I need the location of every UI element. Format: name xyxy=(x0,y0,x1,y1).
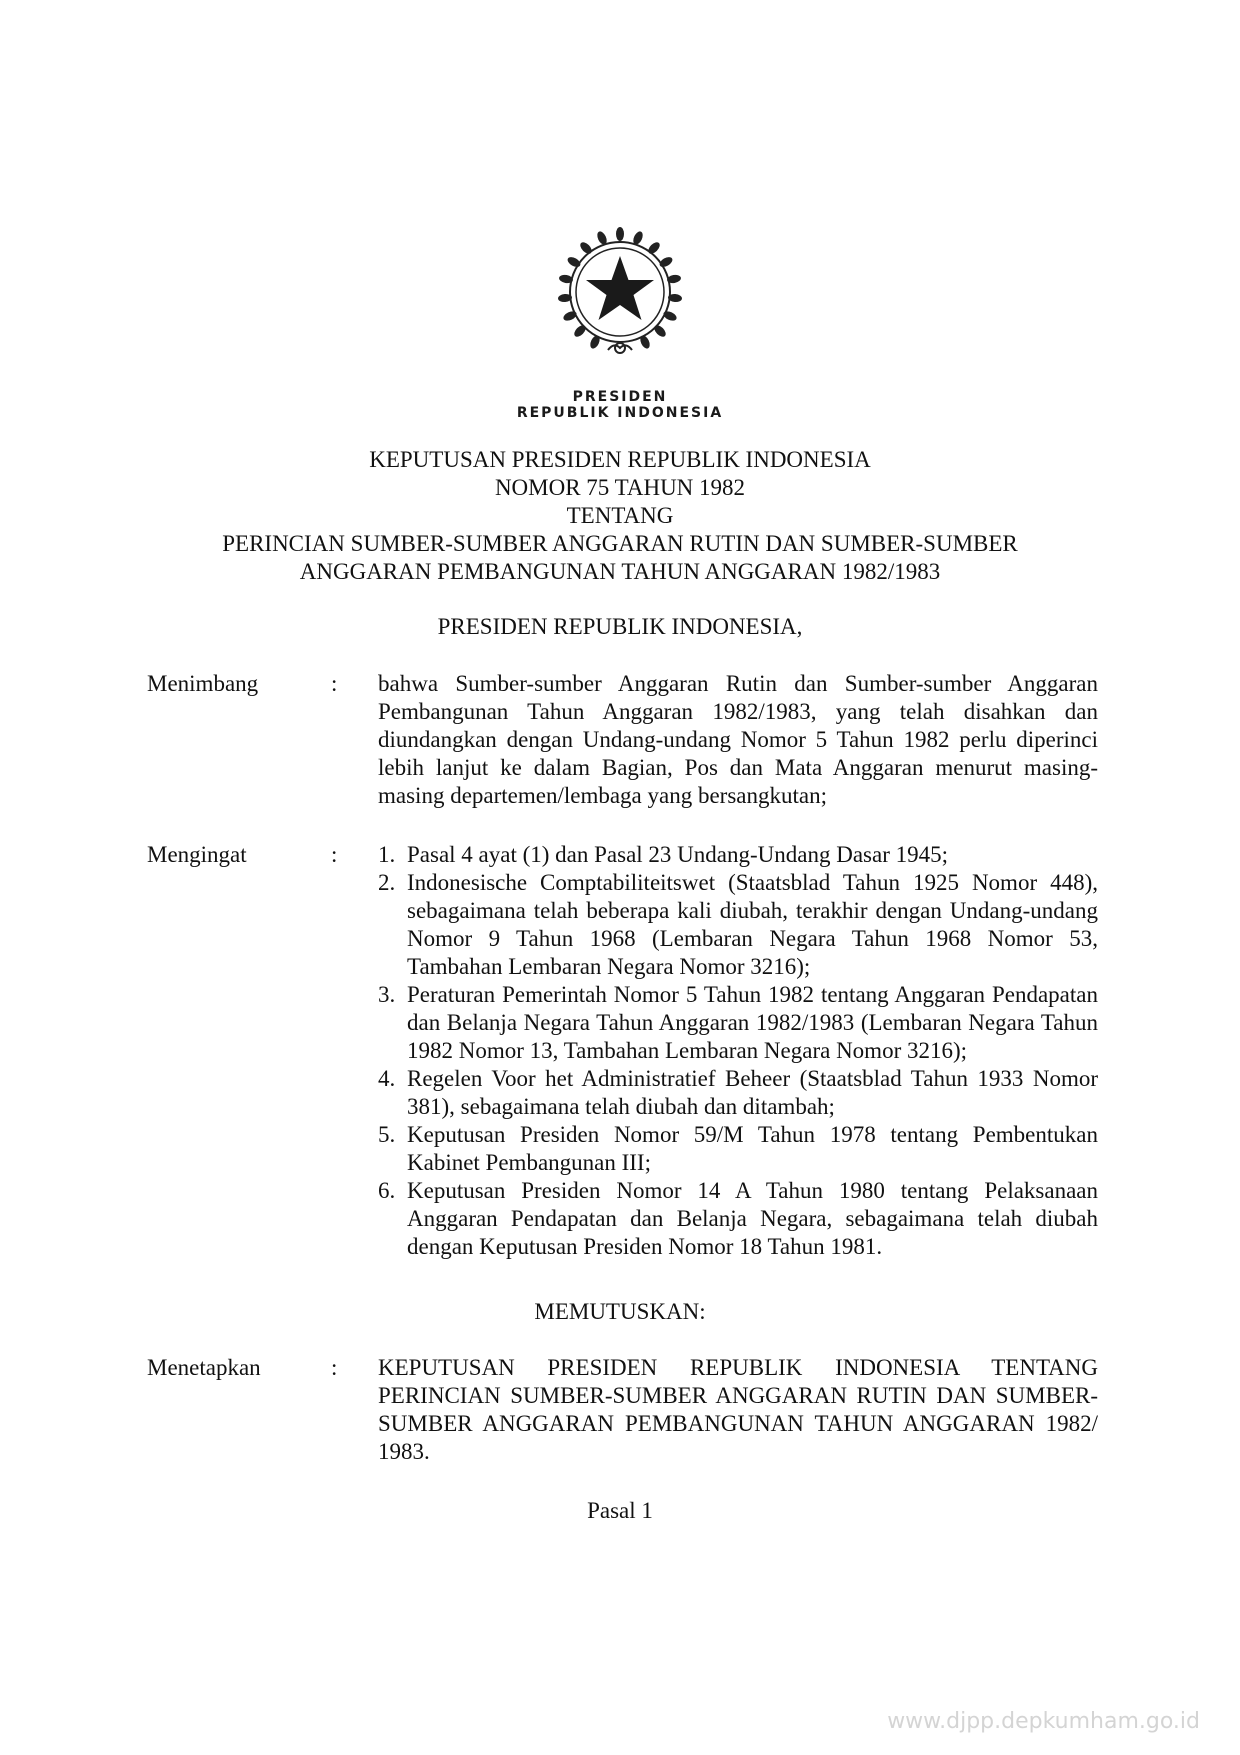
list-item-text: Pasal 4 ayat (1) dan Pasal 23 Undang-Undang Dasar 1945; xyxy=(407,842,949,867)
watermark-url: www.djpp.depkumham.go.id xyxy=(887,1709,1200,1734)
mengingat-label: Mengingat xyxy=(147,842,247,867)
emblem-caption-republik: REPUBLIK INDONESIA xyxy=(516,405,724,421)
list-item xyxy=(378,841,1098,869)
menetapkan-text: KEPUTUSAN PRESIDEN REPUBLIK INDONESIA TENTANG PERINCIAN SUMBER-SUMBER ANGGARAN RUTIN DAN SUMBER-SUMBER ANGGARAN PEMBANGUNAN TAHUN ANGGARAN 1982/ 1983. xyxy=(378,1355,1098,1464)
memutuskan-heading: MEMUTUSKAN: xyxy=(534,1299,706,1324)
list-item-number: 5. xyxy=(378,1122,396,1147)
list-item-number: 2. xyxy=(378,870,396,895)
list-item-text: Keputusan Presiden Nomor 59/M Tahun 1978 tentang Pembentukan Kabinet Pembangunan III; xyxy=(407,1122,1098,1175)
list-item-text: Indonesische Comptabiliteitswet (Staatsblad Tahun 1925 Nomor 448), sebagaimana telah beberapa kali diubah, terakhir dengan Undang-undang Nomor 9 Tahun 1968 (Lembaran Negara Tahun 1968 Nomor 53, Tambahan Lembaran Negara Nomor 3216); xyxy=(407,870,1098,979)
mengingat-colon: : xyxy=(331,842,338,867)
list-item-number: 4. xyxy=(378,1066,396,1091)
list-item xyxy=(378,1065,1098,1121)
list-item-text: Peraturan Pemerintah Nomor 5 Tahun 1982 tentang Anggaran Pendapatan dan Belanja Negara Tahun Anggaran 1982/1983 (Lembaran Negara Tahun 1982 Nomor 13, Tambahan Lembaran Negara Nomor 3216); xyxy=(407,982,1098,1063)
list-item-text: Regelen Voor het Administratief Beheer (Staatsblad Tahun 1933 Nomor 381), sebagaimana telah diubah dan ditambah; xyxy=(407,1066,1098,1119)
menimbang-label: Menimbang xyxy=(147,671,259,696)
preamble-heading: PRESIDEN REPUBLIK INDONESIA, xyxy=(437,614,803,639)
menimbang-text: bahwa Sumber-sumber Anggaran Rutin dan Sumber-sumber Anggaran Pembangunan Tahun Anggaran 1982/1983, yang telah disahkan dan diundangkan dengan Undang-undang Nomor 5 Tahun 1982 perlu diperinci lebih lanjut ke dalam Bagian, Pos dan Mata Anggaran menurut masing-masing departemen/lembaga yang bersangkutan; xyxy=(378,671,1098,808)
decree-title-line-1: KEPUTUSAN PRESIDEN REPUBLIK INDONESIA xyxy=(369,447,871,472)
list-item-number: 3. xyxy=(378,982,396,1007)
list-item-number: 1. xyxy=(378,842,396,867)
list-item xyxy=(378,869,1098,981)
menetapkan-label: Menetapkan xyxy=(147,1355,261,1380)
garuda-star-emblem-icon xyxy=(550,224,690,362)
decree-subject-line-1: PERINCIAN SUMBER-SUMBER ANGGARAN RUTIN DAN SUMBER-SUMBER xyxy=(222,531,1018,556)
list-item-text: Keputusan Presiden Nomor 14 A Tahun 1980 tentang Pelaksanaan Anggaran Pendapatan dan Belanja Negara, sebagaimana telah diubah dengan Keputusan Presiden Nomor 18 Tahun 1981. xyxy=(407,1178,1098,1259)
list-item-number: 6. xyxy=(378,1178,396,1203)
menetapkan-colon: : xyxy=(331,1355,338,1380)
decree-tentang: TENTANG xyxy=(566,503,674,528)
decree-subject-line-2: ANGGARAN PEMBANGUNAN TAHUN ANGGARAN 1982/1983 xyxy=(299,559,941,584)
list-item xyxy=(378,1177,1098,1261)
list-item xyxy=(378,1121,1098,1177)
decree-number: NOMOR 75 TAHUN 1982 xyxy=(494,475,746,500)
menimbang-colon: : xyxy=(331,671,338,696)
mengingat-list xyxy=(378,841,1098,1261)
list-item xyxy=(378,981,1098,1065)
emblem-caption-presiden: PRESIDEN xyxy=(572,389,668,405)
pasal-heading: Pasal 1 xyxy=(587,1498,653,1523)
